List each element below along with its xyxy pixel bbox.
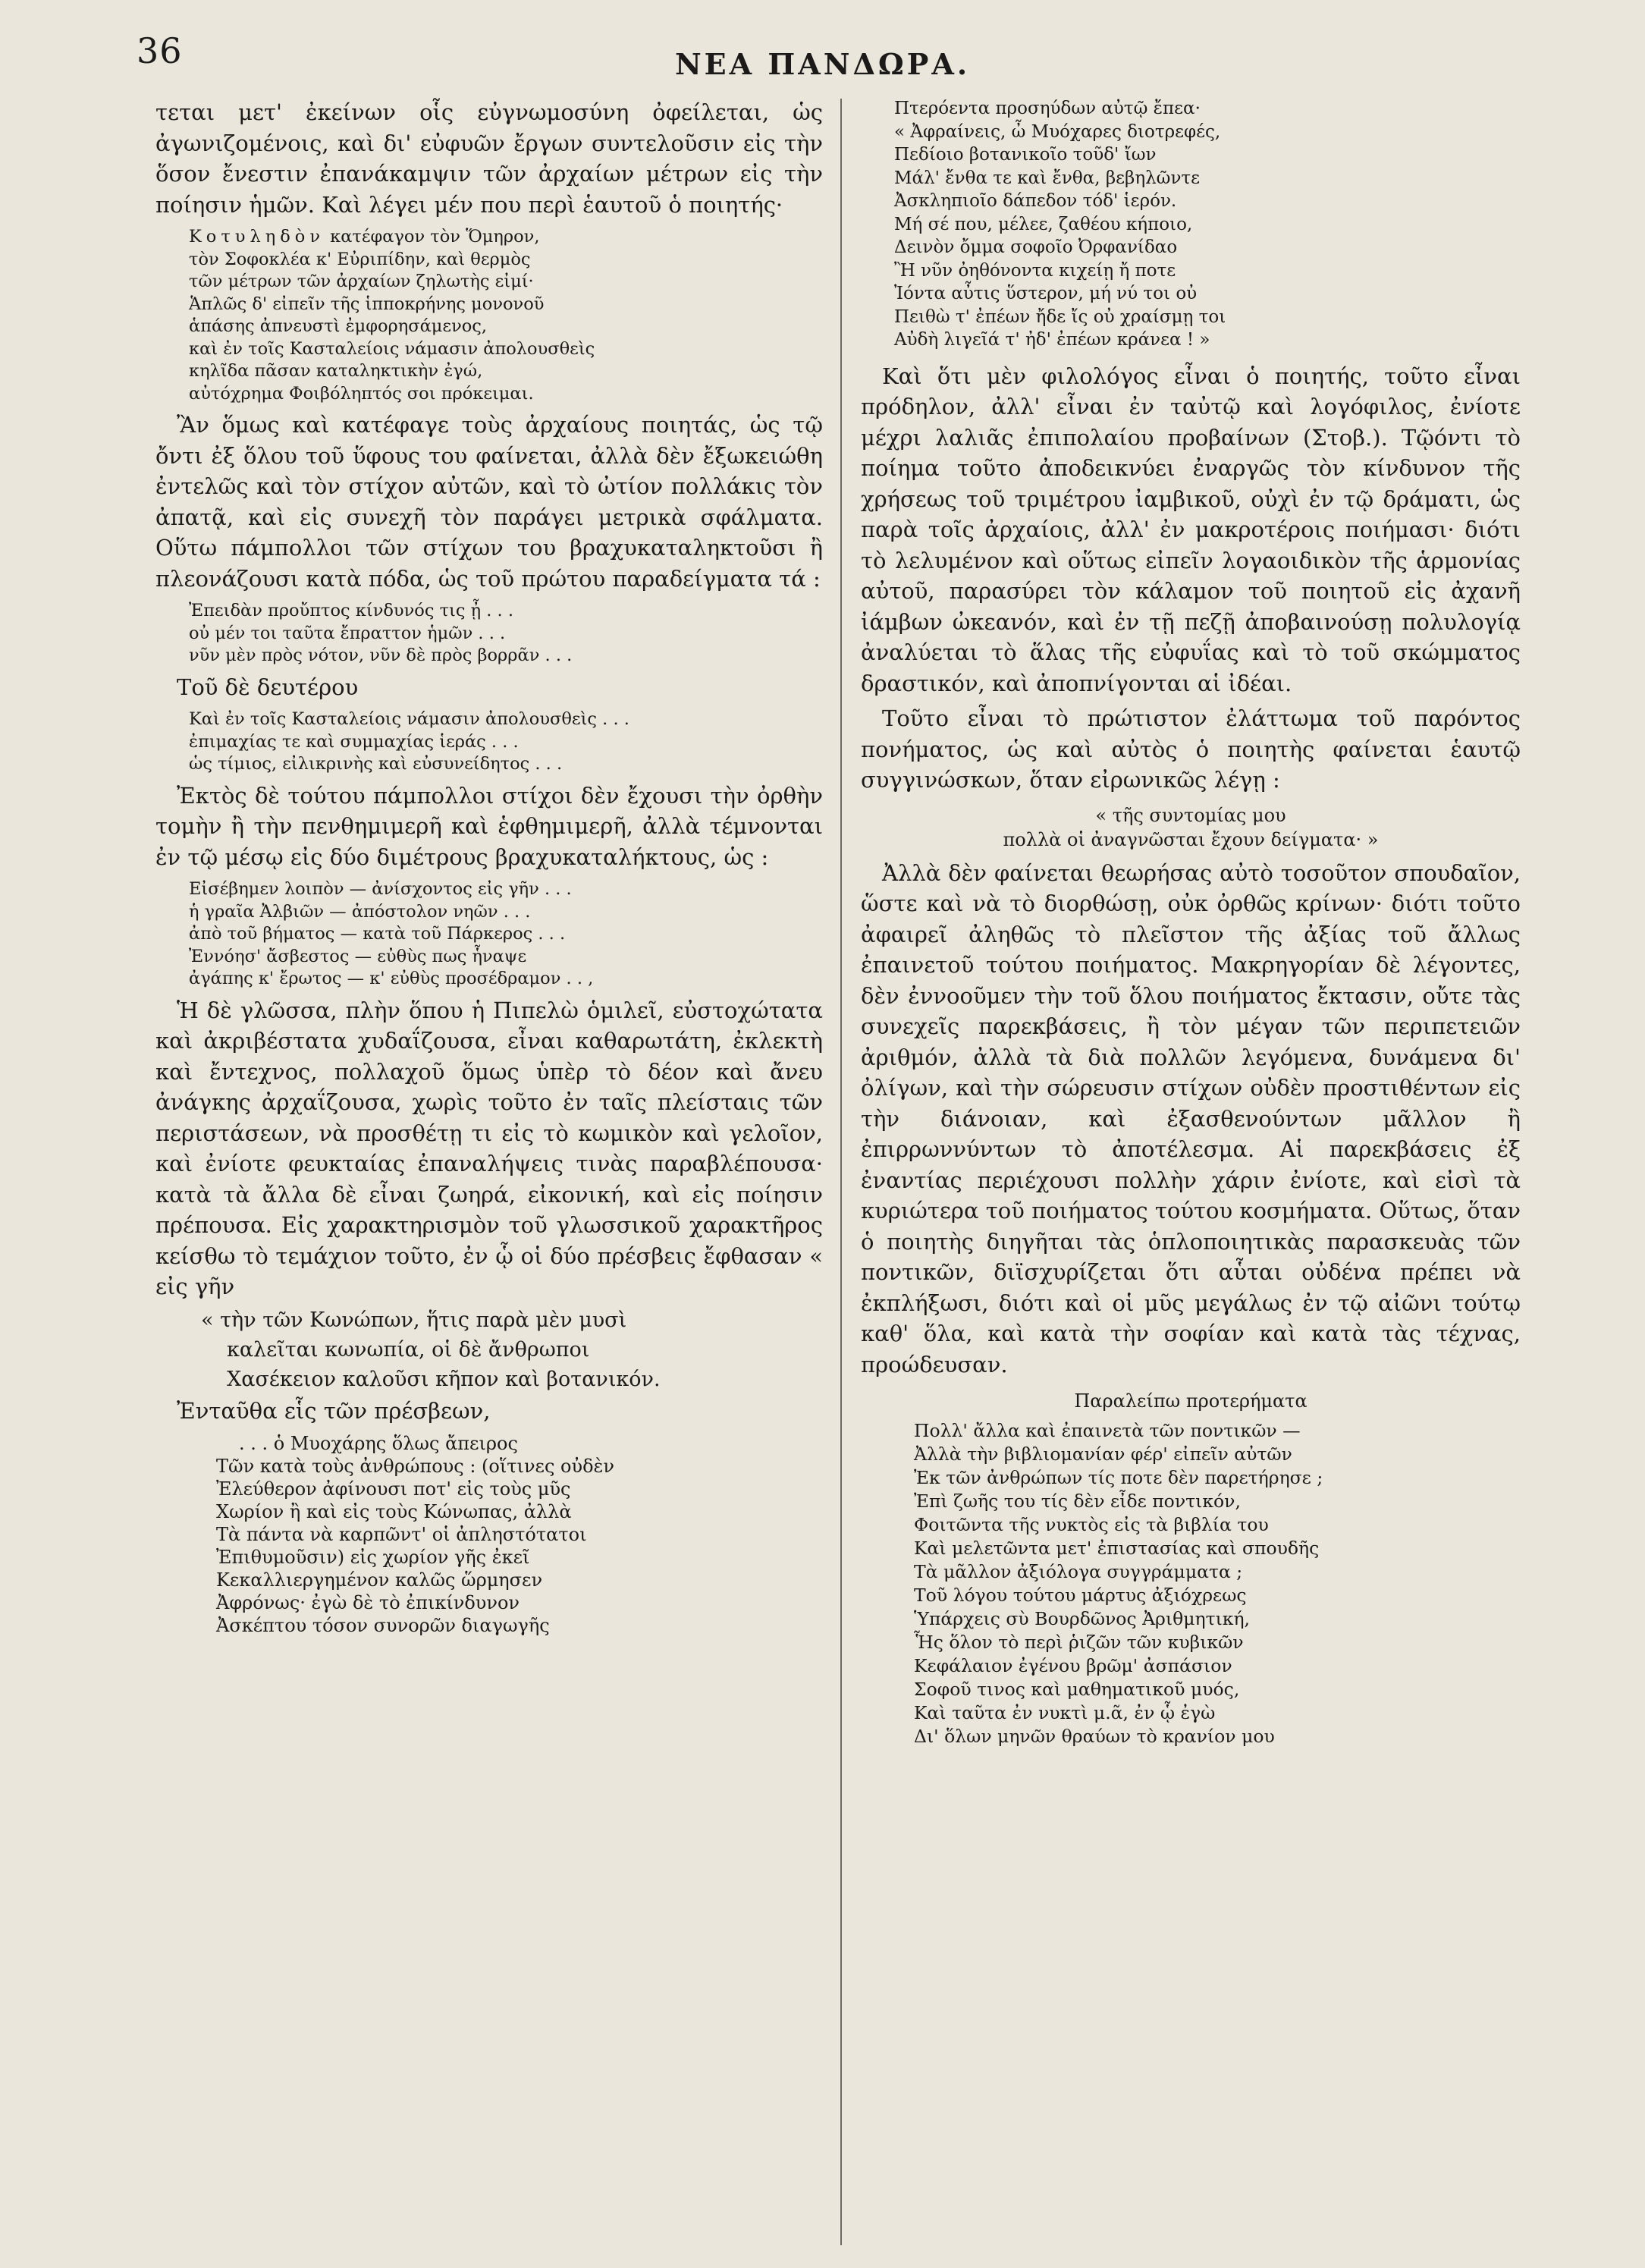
verse-line: πολλὰ οἱ ἀναγνῶσται ἔχουν δείγματα· » xyxy=(1003,828,1379,850)
verse-line: Εἰσέβημεν λοιπὸν — ἀνίσχοντος εἰς γῆν . . . xyxy=(189,879,572,899)
verse-line: Ἀφρόνως· ἐγὼ δὲ τὸ ἐπικίνδυνον xyxy=(216,1592,520,1613)
verse-line: Ὑπάρχεις σὺ Βουρδῶνος Ἀριθμητική, xyxy=(914,1608,1251,1629)
verse-line: Ἀσκέπτου τόσον συνορῶν διαγωγῆς xyxy=(216,1615,550,1636)
right-paragraph-1: Καὶ ὅτι μὲν φιλολόγος εἶναι ὁ ποιητής, τοῦτο εἶναι πρόδηλον, ἀλλ' εἶναι ἐν ταὐτῷ καὶ λογόφιλος, ἐνίοτε μέχρι λαλιᾶς ἐπιπολαίου προβαίνων (Στοβ.). Τῷόντι τὸ ποίημα τοῦτο ἀποδεικνύει ἐναργῶς τὸν κίνδυνον τῆς χρήσεως τοῦ τριμέτρου ἰαμβικοῦ, οὐχὶ ἐν τῷ δράματι, ὡς παρὰ τοῖς ἀρχαίοις, ἀλλ' ἐν μακροτέροις ποιήμασι· διότι τὸ λελυμένον καὶ οὕτως εἰπεῖν λογαοιδικὸν τῆς ἁρμονίας αὐτοῦ, παρασύρει τὸν κάλαμον τοῦ ποιητοῦ εἰς ἀχανῆ ἰάμβων ὠκεανόν, καὶ ἐν τῇ πεζῇ ἀποβαινούσῃ πολυλογίᾳ ἀναλύεται τὸ ἅλας τῆς εὐφυΐας καὶ τὸ τοῦ σκώμματος δραστικόν, καὶ ἀποπνίγονται αἱ ἰδέαι. xyxy=(861,363,1521,696)
verse-line: Πειθὼ τ' ἐπέων ἤδε ἴς οὐ χραίσμῃ τοι xyxy=(894,306,1226,327)
left-verse-4 xyxy=(189,878,823,991)
verse-line: ἐπιμαχίας τε καὶ συμμαχίας ἱεράς . . . xyxy=(189,731,519,752)
verse-line: Χωρίον ἢ καὶ εἰς τοὺς Κώνωπας, ἀλλὰ xyxy=(216,1501,572,1522)
left-verse-6 xyxy=(216,1432,823,1637)
left-verse-1 xyxy=(189,226,823,405)
verse-line: Σοφοῦ τινος καὶ μαθηματικοῦ μυός, xyxy=(914,1679,1240,1700)
verse-line: Αὐδὴ λιγεῖά τ' ἠδ' ἐπέων κράνεα ! » xyxy=(894,330,1210,350)
verse-line: Χασέκειον καλοῦσι κῆπον καὶ βοτανικόν. xyxy=(227,1367,661,1391)
verse-line: Κεφάλαιον ἐγένου βρῶμ' ἀσπάσιον xyxy=(914,1655,1232,1676)
left-paragraph-3: Τοῦ δὲ δευτέρου xyxy=(177,674,359,700)
verse-line: καλεῖται κωνωπία, οἱ δὲ ἄνθρωποι xyxy=(227,1337,590,1362)
verse-line: Πτερόεντα προσηύδων αὐτῷ ἔπεα· xyxy=(894,99,1201,118)
verse-line: νῦν μὲν πρὸς νότον, νῦν δὲ πρὸς βορρᾶν . . . xyxy=(189,646,573,665)
left-paragraph-2: Ἂν ὅμως καὶ κατέφαγε τοὺς ἀρχαίους ποιητάς, ὡς τῷ ὄντι ἐξ ὅλου τοῦ ὕφους του φαίνεται, ἀλλὰ δὲν ἔξωκειώθη ἐντελῶς καὶ τὸν στίχον αὐτῶν, καὶ τὸ ὠτίον πολλάκις τὸν ἀπατᾷ, καὶ εἰς συνεχῆ τὸν παράγει μετρικὰ σφάλματα. Οὕτω πάμπολλοι τῶν στίχων του βραχυκαταληκτοῦσι ἢ πλεονάζουσι κατὰ πόδα, ὡς τοῦ πρώτου παραδείγματα τά : xyxy=(155,412,823,592)
verse-line: Ἰόντα αὖτις ὕστερον, μή νύ τοι οὐ xyxy=(894,284,1198,303)
verse-line: αὐτόχρημα Φοιβόληπτός σοι πρόκειμαι. xyxy=(189,383,534,404)
verse-line: τῶν μέτρων τῶν ἀρχαίων ζηλωτὴς εἰμί· xyxy=(189,272,534,291)
verse-line: Ἐκ τῶν ἀνθρώπων τίς ποτε δὲν παρετήρησε ; xyxy=(914,1467,1323,1488)
right-quote xyxy=(861,803,1521,852)
verse-line: « τῆς συντομίας μου xyxy=(1095,804,1286,826)
left-verse-3 xyxy=(189,708,823,776)
verse-line: Ἐπιθυμοῦσιν) εἰς χωρίον γῆς ἐκεῖ xyxy=(216,1547,530,1568)
verse-line: Τὰ πάντα νὰ καρπῶντ' οἱ ἀπληστότατοι xyxy=(216,1524,587,1545)
running-title: ΝΕΑ ΠΑΝΔΩΡΑ. xyxy=(674,47,971,81)
verse-line: Ἢ νῦν ὀηθόνοντα κιχείῃ ἤ ποτε xyxy=(894,260,1176,281)
verse-line: Κεκαλλιεργημένον καλῶς ὥρμησεν xyxy=(216,1569,543,1591)
verse-line: Κοτυληδὸν κατέφαγον τὸν Ὅμηρον, xyxy=(189,227,540,247)
verse-line: Πολλ' ἄλλα καὶ ἐπαινετὰ τῶν ποντικῶν — xyxy=(914,1420,1301,1441)
page-number: 36 xyxy=(137,30,183,71)
left-paragraph-5: Ἡ δὲ γλῶσσα, πλὴν ὅπου ἡ Πιπελὼ ὁμιλεῖ, εὐστοχώτατα καὶ ἀκριβέστατα χυδαΐζουσα, εἶναι καθαρωτάτη, ἐκλεκτὴ καὶ ἔντεχνος, πολλαχοῦ ὅμως ὑπὲρ τὸ δέον καὶ ἄνευ ἀνάγκης ἀρχαΐζουσα, χωρὶς τοῦτο ἐν ταῖς πλείσταις τῶν περιστάσεων, νὰ προσθέτῃ τι εἰς τὸ κωμικὸν καὶ γελοῖον, καὶ ἐνίοτε φευκταίας ἐπαναλήψεις τινὰς παραβλέπουσα· κατὰ τὰ ἄλλα δὲ εἶναι ζωηρά, εἰκονική, καὶ εἰς ποίησιν πρέπουσα. Εἰς χαρακτηρισμὸν τοῦ γλωσσικοῦ χαρακτῆρος κείσθω τὸ τεμάχιον τοῦτο, ἐν ᾧ οἱ δύο πρέσβεις ἔφθασαν « εἰς γῆν xyxy=(155,997,823,1299)
verse-line: ἡ γραῖα Ἀλβιῶν — ἀπόστολον νηῶν . . . xyxy=(189,901,531,922)
verse-line: καὶ ἐν τοῖς Κασταλείοις νάμασιν ἀπολουσθεὶς xyxy=(189,338,595,359)
verse-line: Καὶ ταῦτα ἐν νυκτὶ μ.ᾶ, ἐν ᾧ ἐγὼ xyxy=(914,1702,1216,1723)
verse-line: Ἀσκληπιοῖο δάπεδον τόδ' ἱερόν. xyxy=(894,191,1177,211)
right-verse-1 xyxy=(894,97,1521,352)
verse-line: Ἐπειδὰν προὔπτος κίνδυνός τις ᾖ . . . xyxy=(189,601,513,620)
left-verse-5 xyxy=(201,1305,823,1394)
left-paragraph-1: τεται μετ' ἐκείνων οἷς εὐγνωμοσύνη ὀφείλεται, ὡς ἀγωνιζομένοις, καὶ δι' εὐφυῶν ἔργων συντελοῦσιν εἰς τὴν ὅσον ἔνεστιν ἐπανάκαμψιν τῶν ἀρχαίων μέτρων εἰς τὴν ποίησιν ἡμῶν. Καὶ λέγει μέν που περὶ ἑαυτοῦ ὁ ποιητής· xyxy=(155,99,823,218)
verse-line: « τὴν τῶν Κωνώπων, ἥτις παρὰ μὲν μυσὶ xyxy=(201,1308,627,1332)
verse-line: Πεδίοιο βοτανικοῖο τοῦδ' ἴων xyxy=(894,145,1157,165)
verse-line: Ἀλλὰ τὴν βιβλιομανίαν φέρ' εἰπεῖν αὐτῶν xyxy=(914,1443,1292,1465)
right-verse-2 xyxy=(914,1419,1521,1748)
right-paragraph-3: Ἀλλὰ δὲν φαίνεται θεωρήσας αὐτὸ τοσοῦτον σπουδαῖον, ὥστε καὶ νὰ τὸ διορθώσῃ, οὐκ ὀρθῶς κρίνων· διότι τοῦτο ἀφαιρεῖ ἀληθῶς τὸ πλεῖστον τῆς ἀξίας τοῦ ἄλλως ἐπαινετοῦ τούτου ποιήματος. Μακρηγορίαν δὲ λέγοντες, δὲν ἐννοοῦμεν τὴν τοῦ ὅλου ποιήματος ἔκτασιν, οὔτε τὰς συνεχεῖς παρεκβάσεις, ἢ τὸν μέγαν τῶν περιπετειῶν ἀριθμόν, ἀλλὰ τὰ διὰ πολλῶν λεγόμενα, δυνάμενα δι' ὀλίγων, καὶ τὴν σώρευσιν στίχων οὐδὲν προστιθέντων εἰς τὴν διάνοιαν, καὶ ἐξασθενούντων μᾶλλον ἢ ἐπιρρωννύντων τὸ ἀποτέλεσμα. Αἱ παρεκβάσεις ἐξ ἐναντίας περιέχουσι πολλὴν χάριν ἐνίοτε, καὶ εἰσὶ τὰ κυριώτερα τοῦ ποιήματος τούτου κοσμήματα. Οὕτως, ὅταν ὁ ποιητὴς διηγῆται τὰς ὁπλοποιητικὰς παρασκευὰς τῶν ποντικῶν, διϊσχυρίζεται ὅτι αὗται οὐδένα πρέπει νὰ ἐκπλήξωσι, διότι καὶ οἱ μῦς μεγάλως ἐν τῷ αἰῶνι τούτῳ καθ' ὅλα, καὶ κατὰ τὴν σοφίαν καὶ κατὰ τὰς τέχνας, προώδευσαν. xyxy=(861,859,1521,1377)
verse-line: Καὶ ἐν τοῖς Κασταλείοις νάμασιν ἀπολουσθεὶς . . . xyxy=(189,709,629,729)
verse-line: Ἁπλῶς δ' εἰπεῖν τῆς ἱπποκρήνης μονονοῦ xyxy=(189,294,545,314)
verse-line: Μή σέ που, μέλεε, ζαθέου κήποιο, xyxy=(894,214,1193,234)
verse-first-word: Κοτυληδὸν xyxy=(189,227,325,247)
left-column xyxy=(155,97,823,1641)
verse-line: Ἐλεύθερον ἀφίνουσι ποτ' εἰς τοὺς μῦς xyxy=(216,1478,571,1500)
verse-line: . . . ὁ Μυοχάρης ὅλως ἄπειρος xyxy=(239,1433,518,1454)
verse-title: Παραλείπω προτερήματα xyxy=(1074,1390,1308,1412)
verse-line: ἁπάσης ἀπνευστὶ ἐμφορησάμενος, xyxy=(189,316,488,336)
verse-line: ἀπὸ τοῦ βήματος — κατὰ τοῦ Πάρκερος . . . xyxy=(189,924,566,944)
column-divider xyxy=(840,99,842,2245)
left-paragraph-6: Ἐνταῦθα εἷς τῶν πρέσβεων, xyxy=(177,1397,491,1424)
verse-line: « Ἀφραίνεις, ὦ Μυόχαρες διοτρεφές, xyxy=(894,121,1221,142)
left-paragraph-4: Ἐκτὸς δὲ τούτου πάμπολλοι στίχοι δὲν ἔχουσι τὴν ὀρθὴν τομὴν ἢ τὴν πενθημιμερῆ καὶ ἑφθημιμερῆ, ἀλλὰ τέμνονται ἐν τῷ μέσῳ εἰς δύο διμέτρους βραχυκαταλήκτους, ὡς : xyxy=(155,782,823,870)
verse-line: κηλῖδα πᾶσαν καταληκτικὴν ἐγώ, xyxy=(189,361,483,381)
verse-line: Καὶ μελετῶντα μετ' ἐπιστασίας καὶ σπουδῆς xyxy=(914,1538,1320,1559)
verse-line: Δεινὸν ὄμμα σοφοῖο Ὀρφανίδαο xyxy=(894,237,1178,257)
verse-line: Φοιτῶντα τῆς νυκτὸς εἰς τὰ βιβλία του xyxy=(914,1514,1269,1535)
verse-line: Ἧς ὅλον τὸ περὶ ῥιζῶν τῶν κυβικῶν xyxy=(914,1632,1244,1653)
verse-line: ἀγάπης κ' ἔρωτος — κ' εὐθὺς προσέδραμον . . , xyxy=(189,969,594,988)
verse-line: οὐ μέν τοι ταῦτα ἔπραττον ἡμῶν . . . xyxy=(189,623,506,643)
verse-line: Ἐννόησ' ἄσβεστος — εὐθὺς πως ἧναψε xyxy=(189,946,527,966)
right-column xyxy=(861,97,1521,1753)
verse-line: Τὰ μᾶλλον ἀξιόλογα συγγράμματα ; xyxy=(914,1561,1243,1582)
verse-line: Μάλ' ἔνθα τε καὶ ἔνθα, βεβηλῶντε xyxy=(894,168,1201,188)
verse-line: Ἐπὶ ζωῆς του τίς δὲν εἶδε ποντικόν, xyxy=(914,1491,1241,1512)
verse-line: Δι' ὅλων μηνῶν θραύων τὸ κρανίον μου xyxy=(914,1726,1275,1747)
verse-line: Τοῦ λόγου τούτου μάρτυς ἀξιόχρεως xyxy=(914,1585,1247,1606)
left-verse-2 xyxy=(189,600,823,668)
verse-line: Τῶν κατὰ τοὺς ἀνθρώπους : (οἵτινες οὐδὲν xyxy=(216,1456,614,1477)
verse-line: τὸν Σοφοκλέα κ' Εὐριπίδην, καὶ θερμὸς xyxy=(189,249,531,269)
verse-line: ὡς τίμιος, εἰλικρινὴς καὶ εὐσυνείδητος . . . xyxy=(189,754,563,774)
right-paragraph-2: Τοῦτο εἶναι τὸ πρώτιστον ἐλάττωμα τοῦ παρόντος πονήματος, ὡς καὶ αὐτὸς ὁ ποιητὴς φαίνεται ἑαυτῷ συγγινώσκων, ὅταν εἰρωνικῶς λέγῃ : xyxy=(861,705,1521,793)
